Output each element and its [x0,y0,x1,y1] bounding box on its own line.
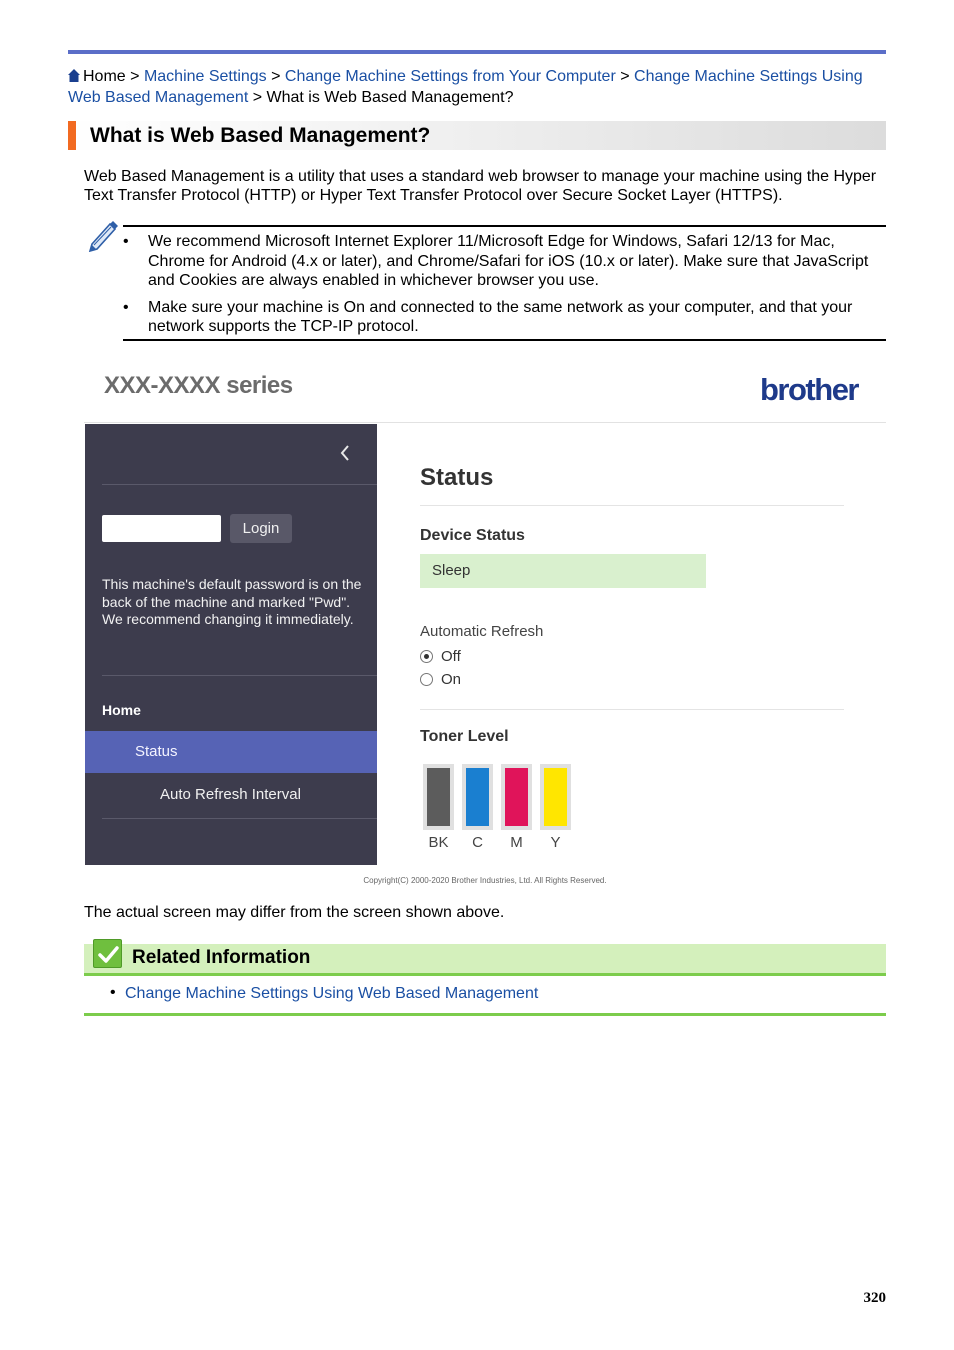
related-information-header [84,944,886,976]
note-box [123,225,886,341]
main-divider [420,709,844,710]
section-heading [68,121,886,150]
page-number: 320 [863,1290,886,1306]
brother-logo: brother [760,372,858,407]
sidebar-item-status[interactable]: Status [85,731,377,773]
toner-level-heading: Toner Level [420,728,509,745]
related-information-title: Related Information [132,947,311,968]
toner-y [540,764,571,830]
default-password-note: This machine's default password is on the back of the machine and marked "Pwd". We recommend changing it immediately. [102,576,362,627]
toner-label-bk: BK [428,834,449,851]
breadcrumb-link-web-based-management[interactable]: Change Machine Settings Using Web Based Management [68,68,863,106]
toner-y-fill [544,768,567,826]
breadcrumb-home: Home [83,68,126,85]
sidebar-item-auto-refresh-interval[interactable]: Auto Refresh Interval [160,786,301,803]
toner-bk [423,764,454,830]
toner-label-m: M [510,834,523,851]
status-heading: Status [420,464,494,491]
chevron-left-icon[interactable] [339,444,351,468]
note-item: • We recommend Microsoft Internet Explorer 11/Microsoft Edge for Windows, Safari 12/13 for Mac, Chrome for Android (4.x or later), and Chrome/Safari for iOS (10.x or later). Make sure that JavaScript and Cookies are always enabled in whichever browser you use. [123,233,869,289]
radio-selected-icon[interactable] [420,650,433,663]
main-panel [377,424,886,865]
intro-paragraph: Web Based Management is a utility that uses a standard web browser to manage your machine using the Hyper Text Transfer Protocol (HTTP) or Hyper Text Transfer Protocol over Secure Socket Layer (HTTPS). [84,168,877,204]
toner-bk-fill [427,768,450,826]
sidebar-divider [102,484,377,485]
automatic-refresh-label: Automatic Refresh [420,623,544,640]
refresh-on-radio[interactable]: On [420,671,461,688]
breadcrumb: Home > Machine Settings > Change Machine Settings from Your Computer > Change Machine Settings Using Web Based Management > What is Web Based Management? [68,68,863,106]
breadcrumb-link-change-from-computer[interactable]: Change Machine Settings from Your Computer [284,68,616,85]
page-title: What is Web Based Management? [90,124,431,147]
checkmark-icon [93,939,122,968]
device-status-value: Sleep [420,554,706,588]
home-icon [68,68,80,88]
heading-accent-bar [68,121,76,150]
header-divider [84,422,886,423]
radio-unselected-icon[interactable] [420,673,433,686]
model-name: XXX-XXXX series [104,372,293,399]
web-based-management-screenshot [84,360,886,890]
note-list [123,232,886,344]
main-divider [420,505,844,506]
password-input[interactable] [102,515,221,542]
screen-caption: The actual screen may differ from the screen shown above. [84,904,505,921]
sidebar-divider [102,818,377,819]
related-link-web-based-management[interactable]: Change Machine Settings Using Web Based Management [125,985,539,1002]
breadcrumb-link-machine-settings[interactable]: Machine Settings [143,68,267,85]
toner-m [501,764,532,830]
device-status-label: Device Status [420,527,525,544]
sidebar [85,424,377,865]
login-button[interactable]: Login [230,514,292,543]
refresh-off-radio[interactable]: Off [420,648,461,665]
toner-m-fill [505,768,528,826]
pencil-icon [86,218,120,252]
copyright-text: Copyright(C) 2000-2020 Brother Industries, Ltd. All Rights Reserved. [363,876,607,885]
note-item: • Make sure your machine is On and connected to the same network as your computer, and that your network supports the TCP-IP protocol. [123,298,853,335]
breadcrumb-current: What is Web Based Management? [266,89,514,106]
toner-c-fill [466,768,489,826]
toner-label-y: Y [550,834,561,851]
toner-label-c: C [472,834,483,851]
sidebar-divider [102,675,377,676]
toner-c [462,764,493,830]
sidebar-item-home[interactable]: Home [102,702,141,718]
top-rule [68,50,886,54]
related-information-list: • Change Machine Settings Using Web Based Management [84,983,886,1016]
